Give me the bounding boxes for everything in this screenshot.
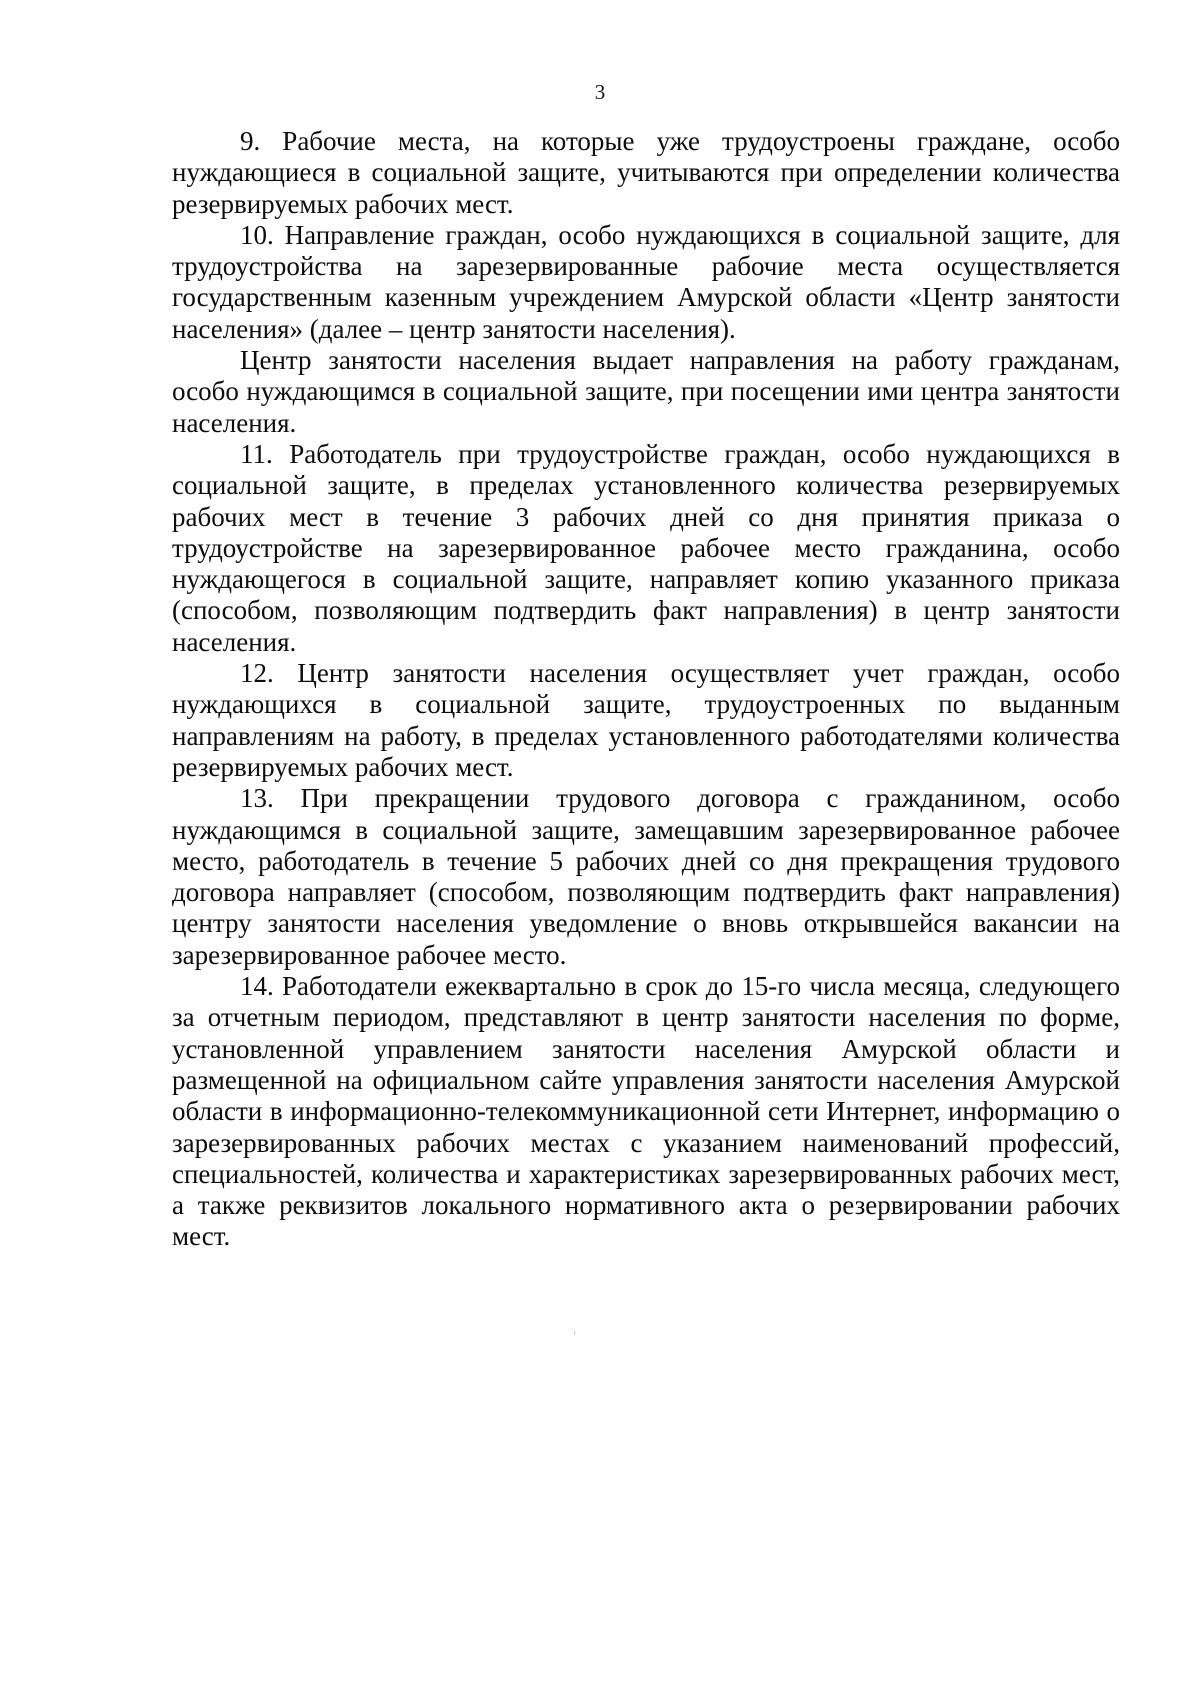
paragraph-9: 9. Рабочие места, на которые уже трудоустроены граждане, особо нуждающиеся в социальной защите, учитываются при определении количества резервируемых рабочих мест. [172,126,1120,219]
paragraph-11: 11. Работодатель при трудоустройстве граждан, особо нуждающихся в социальной защите, в пределах установленного количества резервируемых рабочих мест в течение 3 рабочих дней со дня принятия приказа о трудоустройстве на зарезервированное рабочее место гражданина, особо нуждающегося в социальной защите, направляет копию указанного приказа (способом, позволяющим подтвердить факт направления) в центр занятости населения. [172,438,1120,657]
paragraph-14: 14. Работодатели ежеквартально в срок до 15-го числа месяца, следующего за отчетным периодом, представляют в центр занятости населения по форме, установленной управлением занятости населения Амурской области и размещенной на официальном сайте управления занятости населения Амурской области в информационно-телекоммуникационной сети Интернет, информацию о зарезервированных рабочих местах с указанием наименований профессий, специальностей, количества и характеристиках зарезервированных рабочих мест, а также реквизитов локального нормативного акта о резервировании рабочих мест. [172,971,1120,1252]
scan-artifact [574,1331,575,1335]
paragraph-13: 13. При прекращении трудового договора с гражданином, особо нуждающимся в социальной защите, замещавшим зарезервированное рабочее место, работодатель в течение 5 рабочих дней со дня прекращения трудового договора направляет (способом, позволяющим подтвердить факт направления) центру занятости населения уведомление о вновь открывшейся вакансии на зарезервированное рабочее место. [172,783,1120,970]
paragraph-10-continuation: Центр занятости населения выдает направления на работу гражданам, особо нуждающимся в социальной защите, при посещении ими центра занятости населения. [172,345,1120,438]
paragraph-12: 12. Центр занятости населения осуществляет учет граждан, особо нуждающихся в социальной защите, трудоустроенных по выданным направлениям на работу, в пределах установленного работодателями количества резервируемых рабочих мест. [172,658,1120,782]
paragraph-10: 10. Направление граждан, особо нуждающихся в социальной защите, для трудоустройства на зарезервированные рабочие места осуществляется государственным казенным учреждением Амурской области «Центр занятости населения» (далее – центр занятости населения). [172,219,1120,344]
document-body [172,126,1120,1253]
page-number: 3 [594,80,606,104]
